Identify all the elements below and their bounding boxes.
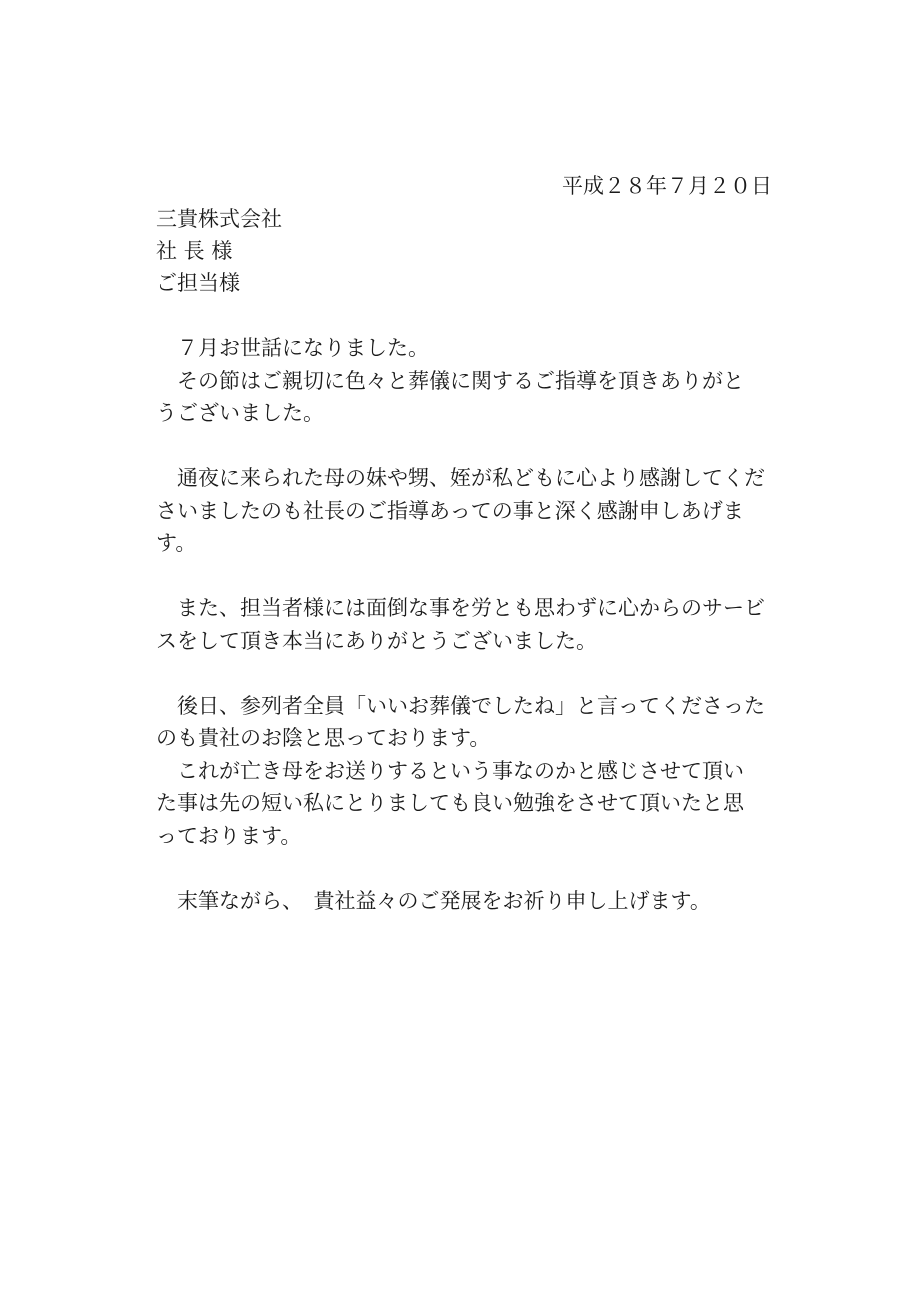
body-line: 通夜に来られた母の妹や甥、姪が私どもに心より感謝してくだ <box>156 466 765 490</box>
body-line: また、担当者様には面倒な事を労とも思わずに心からのサービ <box>156 596 765 620</box>
addressee-person-in-charge: ご担当様 <box>156 271 240 295</box>
body-line: スをして頂き本当にありがとうございました。 <box>156 628 597 653</box>
body-line: これが亡き母をお送りするという事なのかと感じさせて頂い <box>156 758 744 783</box>
body-line: た事は先の短い私にとりましても良い勉強をさせて頂いたと思 <box>156 791 744 815</box>
body-line: す。 <box>156 531 197 555</box>
paragraph-gap <box>156 430 776 463</box>
paragraph-gap <box>156 852 776 885</box>
body-line: っております。 <box>156 823 302 848</box>
letter-body <box>156 332 776 917</box>
body-line: ７月お世話になりました。 <box>156 336 429 360</box>
paragraph-gap <box>156 560 776 593</box>
body-line: その節はご親切に色々と葬儀に関するご指導を頂きありがと <box>156 368 744 393</box>
body-line: うございました。 <box>156 401 324 425</box>
letter-date: 平成２８年７月２０日 <box>562 174 772 198</box>
body-line: さいましたのも社長のご指導あっての事と深く感謝申しあげま <box>156 498 744 523</box>
body-line: 末筆ながら、 貴社益々のご発展をお祈り申し上げます。 <box>156 888 711 913</box>
addressee-president: 社 長 様 <box>156 239 233 263</box>
body-line: のも貴社のお陰と思っております。 <box>156 726 491 750</box>
body-line: 後日、参列者全員「いいお葬儀でしたね」と言ってくださった <box>156 693 765 718</box>
addressee-block <box>156 203 282 299</box>
paragraph-gap <box>156 657 776 690</box>
addressee-company: 三貴株式会社 <box>156 207 282 231</box>
